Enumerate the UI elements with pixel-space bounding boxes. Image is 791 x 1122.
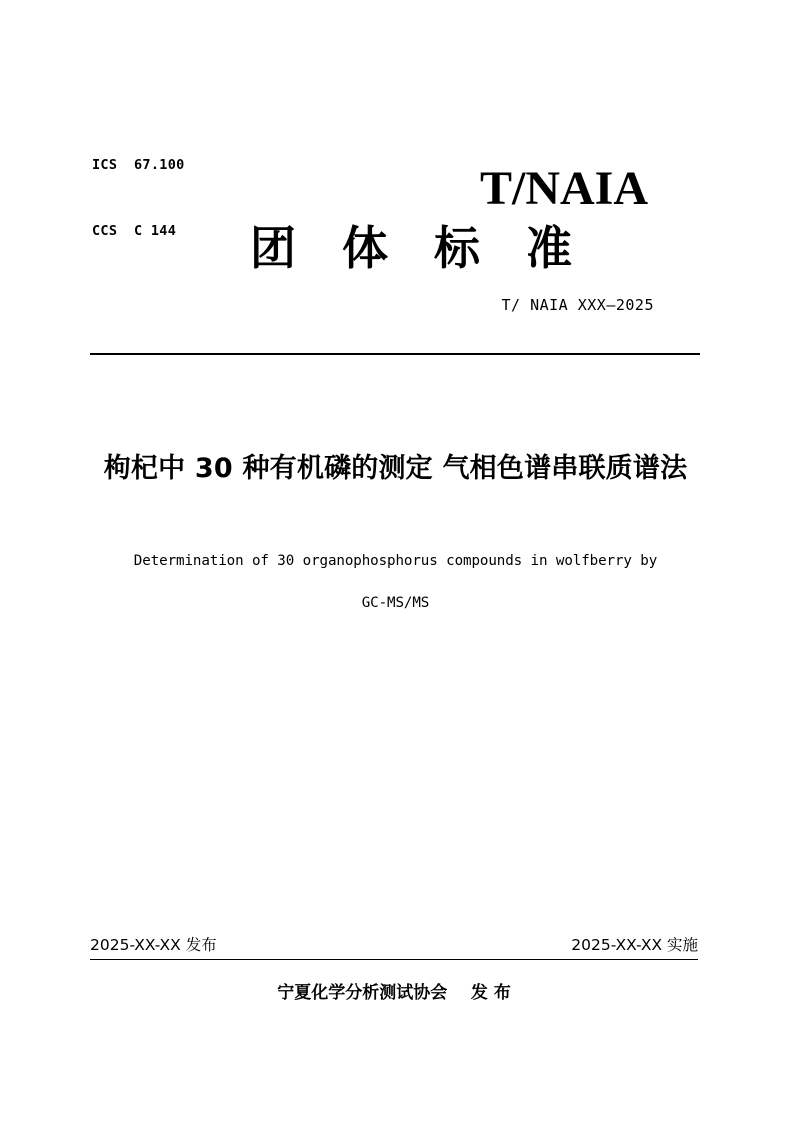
header-divider xyxy=(90,353,700,355)
ccs-code-label: CCS xyxy=(92,223,118,239)
organization-mark: T/NAIA xyxy=(479,162,648,215)
ics-code-value: 67.100 xyxy=(134,157,185,173)
page-subtitle xyxy=(95,540,696,624)
publisher-line: 宁夏化学分析测试协会 发 布 xyxy=(277,983,511,1003)
standard-type-heading: 团体标准 xyxy=(250,221,618,275)
implement-date: 2025-XX-XX 实施 xyxy=(571,936,698,954)
subtitle-line-2: GC-MS/MS xyxy=(361,595,430,611)
issue-date: 2025-XX-XX 发布 xyxy=(90,936,217,954)
subtitle-line-1: Determination of 30 organophosphorus compounds in wolfberry by xyxy=(133,553,658,569)
standard-number: T/ NAIA XXX—2025 xyxy=(501,296,654,314)
ics-code-label: ICS xyxy=(92,157,118,173)
ccs-code-value: C 144 xyxy=(134,223,177,239)
footer-dates xyxy=(90,935,698,960)
page-title: 枸杞中 30 种有机磷的测定 气相色谱串联质谱法 xyxy=(103,453,688,484)
